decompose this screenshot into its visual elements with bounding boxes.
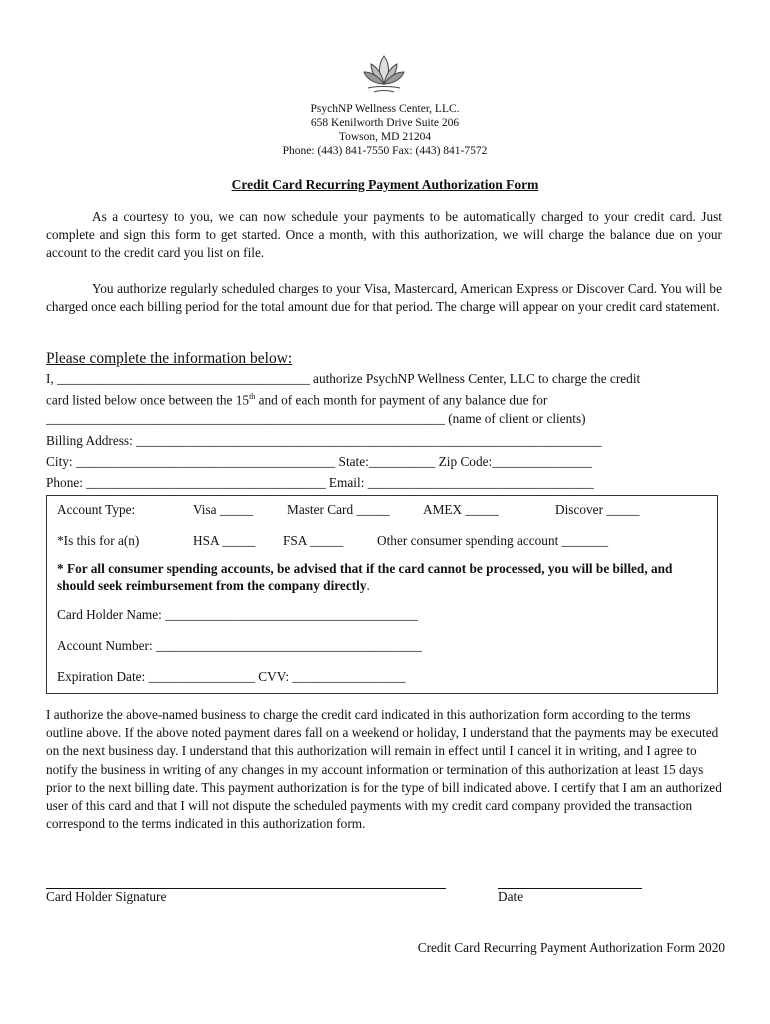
state-label: State:	[335, 454, 369, 469]
card-holder-name-field[interactable]: ______________________________________	[165, 607, 418, 622]
zip-field[interactable]: _______________	[492, 454, 592, 469]
billing-period-text-b: and of each month for payment of any balance due for	[255, 392, 548, 408]
company-address-line2: Towson, MD 21204	[338, 131, 432, 143]
email-label: Email:	[325, 475, 368, 490]
section-label: Please complete the information below:	[46, 350, 293, 367]
visa-option[interactable]: Visa _____	[193, 502, 254, 517]
authorizer-suffix: authorize PsychNP Wellness Center, LLC to charge the credit	[309, 371, 641, 386]
company-name: PsychNP Wellness Center, LLC.	[310, 103, 460, 115]
account-number-label: Account Number:	[57, 638, 156, 653]
billing-period-sup: th	[249, 392, 256, 401]
lotus-logo-icon	[362, 50, 406, 96]
email-field[interactable]: __________________________________	[367, 475, 594, 490]
expiration-date-label: Expiration Date:	[57, 669, 149, 684]
client-name-field[interactable]: ____________________________________________________________	[46, 411, 445, 426]
intro-paragraph-2	[46, 280, 722, 316]
form-title: Credit Card Recurring Payment Authorization Form	[231, 177, 539, 192]
client-name-line	[46, 411, 586, 427]
cvv-field[interactable]: _________________	[292, 669, 406, 684]
date-label: Date	[498, 889, 524, 904]
card-info-box	[46, 495, 718, 694]
mastercard-option[interactable]: Master Card _____	[287, 502, 390, 517]
billing-address-label: Billing Address:	[46, 433, 137, 448]
authorizer-prefix: I,	[46, 371, 58, 386]
spending-account-note-text: * For all consumer spending accounts, be advised that if the card cannot be processed, you will be billed, and should seek reimbursement from the company directly	[57, 561, 673, 593]
fsa-option[interactable]: FSA _____	[283, 533, 344, 548]
account-purpose-label: *Is this for a(n)	[57, 533, 140, 548]
billing-address-line	[46, 433, 602, 449]
intro-paragraph-1	[46, 208, 722, 262]
authorizer-line	[46, 371, 640, 387]
expiration-cvv-row	[57, 669, 405, 685]
company-phone-fax: Phone: (443) 841-7550 Fax: (443) 841-7572	[282, 145, 488, 157]
spending-account-note	[57, 560, 707, 594]
hsa-option[interactable]: HSA _____	[193, 533, 256, 548]
billing-address-field[interactable]: ______________________________________________________________________	[136, 433, 602, 448]
card-holder-signature-label: Card Holder Signature	[46, 889, 167, 904]
phone-label: Phone:	[46, 475, 87, 490]
intro-paragraph-1-text: As a courtesy to you, we can now schedule your payments to be automatically charged to your credit card. Just complete and sign this form to get started. Once a month, with this authorization, we will charge the balance due on your account to the credit card you list on file.	[46, 209, 722, 260]
cvv-label: CVV:	[254, 669, 293, 684]
city-state-zip-line	[46, 454, 592, 470]
company-address-line1: 658 Kenilworth Drive Suite 206	[310, 117, 460, 129]
state-field[interactable]: __________	[368, 454, 436, 469]
zip-label: Zip Code:	[435, 454, 493, 469]
client-name-suffix: (name of client or clients)	[444, 411, 586, 426]
account-number-field[interactable]: ________________________________________	[155, 638, 422, 653]
intro-paragraph-2-text: You authorize regularly scheduled charges to your Visa, Mastercard, American Express or Discover Card. You will be charged once each billing period for the total amount due for that period. The charge will appear on your credit card statement.	[46, 281, 722, 314]
footer-text: Credit Card Recurring Payment Authorization Form 2020	[417, 940, 725, 955]
expiration-date-field[interactable]: ________________	[148, 669, 255, 684]
card-holder-name-row	[57, 607, 418, 623]
card-holder-name-label: Card Holder Name:	[57, 607, 166, 622]
amex-option[interactable]: AMEX _____	[423, 502, 499, 517]
account-type-label: Account Type:	[57, 502, 136, 517]
billing-period-text-a: card listed below once between the 15	[46, 392, 250, 408]
city-label: City:	[46, 454, 76, 469]
other-spending-option[interactable]: Other consumer spending account _______	[377, 533, 609, 548]
billing-period-line	[46, 392, 547, 408]
discover-option[interactable]: Discover _____	[555, 502, 640, 517]
city-field[interactable]: _______________________________________	[75, 454, 336, 469]
spending-account-note-end: .	[366, 578, 370, 593]
account-number-row	[57, 638, 422, 654]
phone-email-line	[46, 475, 594, 491]
authorizer-name-field[interactable]: ______________________________________	[57, 371, 310, 386]
phone-field[interactable]: ____________________________________	[86, 475, 326, 490]
authorization-paragraph: I authorize the above-named business to charge the credit card indicated in this authorization form according to the terms outline above. If the above noted payment dares fall on a weekend or holiday, I understand that the payments may be executed on the next business day. I understand that this authorization will remain in effect until I cancel it in writing, and I agree to notify the business in writing of any changes in my account information or termination of this authorization at least 15 days prior to the next billing date. This payment authorization is for the type of bill indicated above. I certify that I am an authorized user of this card and that I will not dispute the scheduled payments with my credit card company provided the transaction correspond to the terms indicated in this authorization form.	[46, 707, 722, 832]
